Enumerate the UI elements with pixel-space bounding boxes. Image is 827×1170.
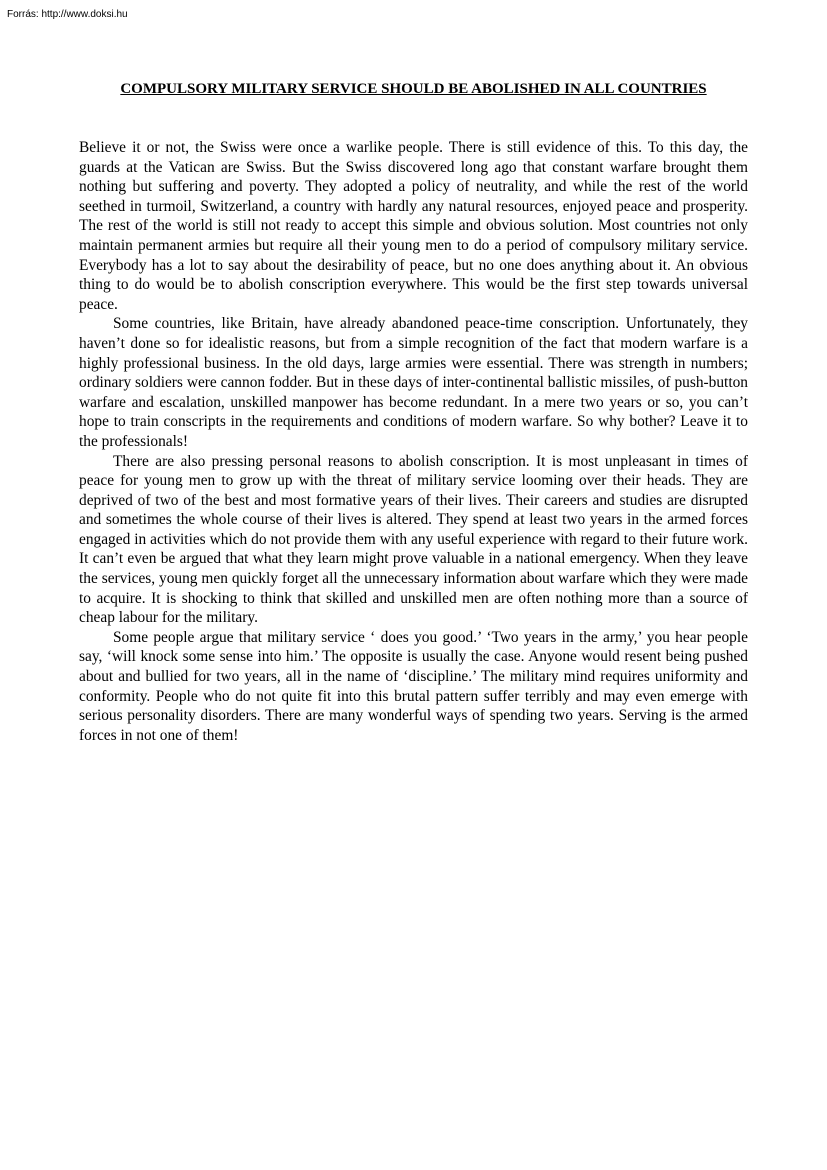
document-body [79, 138, 748, 745]
paragraph-3: There are also pressing personal reasons to abolish conscription. It is most unpleasant in times of peace for young men to grow up with the threat of military service looming over their heads. They are deprived of two of the best and most formative years of their lives. Their careers and studies are disrupted and sometimes the whole course of their lives is altered. They spend at least two years in the armed forces engaged in activities which do not provide them with any useful experience with regard to their future work. It can’t even be argued that what they learn might prove valuable in a national emergency. When they leave the services, young men quickly forget all the unnecessary information about warfare which they were made to acquire. It is shocking to think that skilled and unskilled men are often nothing more than a source of cheap labour for the military. [79, 452, 748, 627]
document-title: COMPULSORY MILITARY SERVICE SHOULD BE ABOLISHED IN ALL COUNTRIES [120, 81, 707, 97]
paragraph-1: Believe it or not, the Swiss were once a warlike people. There is still evidence of this. To this day, the guards at the Vatican are Swiss. But the Swiss discovered long ago that constant warfare brought them nothing but suffering and poverty. They adopted a policy of neutrality, and while the rest of the world seethed in turmoil, Switzerland, a country with hardly any natural resources, enjoyed peace and prosperity. The rest of the world is still not ready to accept this simple and obvious solution. Most countries not only maintain permanent armies but require all their young men to do a period of compulsory military service. Everybody has a lot to say about the desirability of peace, but no one does anything about it. An obvious thing to do would be to abolish conscription everywhere. This would be the first step towards universal peace. [79, 139, 748, 313]
source-url-line: Forrás: http://www.doksi.hu [7, 9, 128, 20]
paragraph-4: Some people argue that military service ‘ does you good.’ ‘Two years in the army,’ you hear people say, ‘will knock some sense into him.’ The opposite is usually the case. Anyone would resent being pushed about and bullied for two years, all in the name of ‘discipline.’ The military mind requires uniformity and conformity. People who do not quite fit into this brutal pattern suffer terribly and may even emerge with serious personality disorders. There are many wonderful ways of spending two years. Serving is the armed forces in not one of them! [79, 628, 748, 744]
paragraph-2: Some countries, like Britain, have already abandoned peace-time conscription. Unfortunately, they haven’t done so for idealistic reasons, but from a simple recognition of the fact that modern warfare is a highly professional business. In the old days, large armies were essential. There was strength in numbers; ordinary soldiers were cannon fodder. But in these days of inter-continental ballistic missiles, of push-button warfare and escalation, unskilled manpower has become redundant. In a mere two years or so, you can’t hope to train conscripts in the requirements and conditions of modern warfare. So why bother? Leave it to the professionals! [79, 315, 748, 450]
